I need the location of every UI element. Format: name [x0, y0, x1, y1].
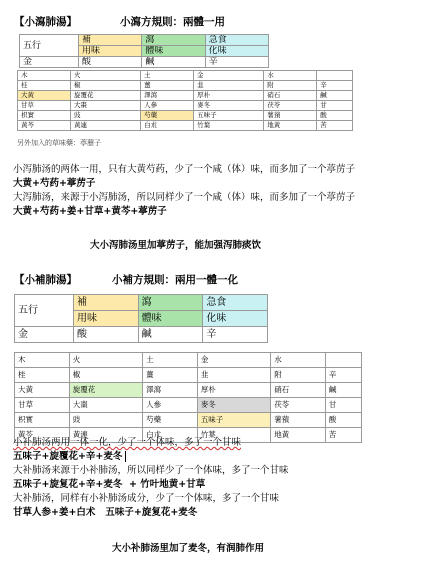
herb-cell: 旋覆花 [69, 383, 142, 398]
herb-cell: 土 [141, 71, 194, 81]
herb-cell: 竹葉 [197, 428, 270, 443]
herb-cell: 薯蕷 [271, 413, 326, 428]
s2-formula-1: 五味子+旋覆花+辛+麦冬 [13, 451, 123, 462]
s1-summary: 大小泻肺汤里加葶苈子，能加强泻肺痰饮 [90, 240, 262, 251]
herb-cell: 麥冬 [197, 398, 270, 413]
herb-cell: 厚朴 [197, 383, 270, 398]
herb-cell: 甘 [325, 398, 361, 413]
wx-cell: 酸 [74, 327, 139, 343]
herb-cell: 澤瀉 [141, 91, 194, 101]
section1-rule: 小瀉方規則：兩體一用 [120, 16, 225, 28]
herb-cell: 薯蕷 [264, 111, 317, 121]
s2-formula-3a: 甘草人参+姜+白术 [13, 507, 96, 518]
herb-cell: 甘草 [15, 398, 70, 413]
s2-summary: 大小补肺汤里加了麦冬，有润肺作用 [112, 543, 265, 554]
wx-cell: 五行 [20, 35, 79, 57]
s2-formula-3 [13, 507, 197, 519]
herb-cell: 枳實 [18, 111, 71, 121]
herb-cell: 附 [271, 368, 326, 383]
section2-title: 【小補肺湯】 [14, 274, 77, 286]
herb-cell: 大棗 [69, 398, 142, 413]
herb-cell: 茯苓 [264, 101, 317, 111]
herb-cell: 黃芩 [18, 121, 71, 131]
herb-cell: 澤瀉 [143, 383, 198, 398]
s2-para-3: 大补肺汤，同样有小补肺汤成分，少了一个体味，多了一个甘味 [13, 493, 280, 504]
herb-cell: 火 [70, 71, 140, 81]
wuxing-table-2 [14, 294, 268, 343]
herb-cell: 桂 [18, 81, 71, 91]
herb-cell [325, 353, 361, 368]
herb-cell: 薑 [141, 81, 194, 91]
herb-cell: 苦 [325, 428, 361, 443]
herb-cell: 黃芩 [15, 428, 70, 443]
s2-formula-2b: + 竹叶地黄+甘草 [129, 479, 206, 490]
wx-cell: 金 [20, 57, 79, 68]
herb-cell: 苦 [317, 121, 353, 131]
herb-table-2 [14, 352, 362, 443]
herb-cell: 辛 [317, 81, 353, 91]
s2-formula-3b: 五味子+旋复花+麦冬 [105, 507, 198, 518]
herb-cell: 辛 [325, 368, 361, 383]
s1-formula-2: 大黄+芍药+姜+甘草+黄芩+葶苈子 [13, 206, 167, 217]
wx-cell: 瀉 [138, 295, 203, 311]
herb-cell: 火 [69, 353, 142, 368]
s2-formula-1-line [13, 451, 126, 463]
herb-cell: 大黃 [15, 383, 70, 398]
s2-para-1: 小补肺汤两用一体一化，少了一个体味，多了一个甘味 [13, 437, 242, 448]
wx-cell: 鹹 [138, 327, 203, 343]
herb-cell: 白朮 [143, 428, 198, 443]
herb-cell: 椒 [69, 368, 142, 383]
herb-cell: 黃連 [70, 121, 140, 131]
herb-cell: 甘 [317, 101, 353, 111]
herb-cell: 五味子 [197, 413, 270, 428]
wx-cell: 酸 [79, 57, 142, 68]
wx-cell: 化味 [205, 46, 268, 57]
section1-title: 【小瀉肺湯】 [14, 16, 77, 28]
herb-cell: 木 [15, 353, 70, 368]
herb-cell: 人參 [141, 101, 194, 111]
herb-cell: 五味子 [194, 111, 264, 121]
section2-rule: 小補方規則：兩用一體一化 [112, 274, 238, 286]
wx-cell: 用味 [74, 311, 139, 327]
wx-cell: 補 [79, 35, 142, 46]
herb-cell: 甘草 [18, 101, 71, 111]
wx-cell: 化味 [203, 311, 268, 327]
herb-cell: 韭 [197, 368, 270, 383]
wx-cell: 用味 [79, 46, 142, 57]
herb-cell: 水 [264, 71, 317, 81]
extra-herb-note: 另外加入的草味藥：葶藶子 [17, 139, 101, 147]
herb-cell: 酸 [317, 111, 353, 121]
herb-cell: 木 [18, 71, 71, 81]
herb-table-1 [17, 70, 353, 131]
herb-cell: 豉 [69, 413, 142, 428]
wuxing-table-1 [19, 34, 269, 68]
herb-cell: 酸 [325, 413, 361, 428]
herb-cell: 金 [194, 71, 264, 81]
herb-cell: 水 [271, 353, 326, 368]
herb-cell: 韭 [194, 81, 264, 91]
herb-cell: 厚朴 [194, 91, 264, 101]
herb-cell: 大黃 [18, 91, 71, 101]
herb-cell: 竹葉 [194, 121, 264, 131]
herb-cell: 枳實 [15, 413, 70, 428]
herb-cell: 白朮 [141, 121, 194, 131]
wx-cell: 急食 [205, 35, 268, 46]
herb-cell: 豉 [70, 111, 140, 121]
wx-cell: 辛 [203, 327, 268, 343]
s1-formula-1: 大黄+芍药+葶苈子 [13, 178, 96, 189]
herb-cell: 椒 [70, 81, 140, 91]
herb-cell: 硝石 [271, 383, 326, 398]
herb-cell: 硝石 [264, 91, 317, 101]
s2-para-2: 大补肺汤来源于小补肺汤，所以同样少了一个体味，多了一个甘味 [13, 465, 289, 476]
herb-cell: 旋覆花 [70, 91, 140, 101]
herb-cell: 茯苓 [271, 398, 326, 413]
wx-cell: 金 [15, 327, 74, 343]
herb-cell [317, 71, 353, 81]
herb-cell: 芍藥 [143, 413, 198, 428]
wx-cell: 五行 [15, 295, 74, 327]
text-cursor [125, 451, 126, 462]
herb-cell: 芍藥 [141, 111, 194, 121]
wx-cell: 補 [74, 295, 139, 311]
herb-cell: 土 [143, 353, 198, 368]
herb-cell: 麥冬 [194, 101, 264, 111]
s2-formula-2 [13, 479, 205, 491]
wx-cell: 體味 [138, 311, 203, 327]
s2-formula-2a: 五味子+旋复花+辛+麦冬 [13, 479, 123, 490]
herb-cell: 金 [197, 353, 270, 368]
wx-cell: 急食 [203, 295, 268, 311]
wx-cell: 鹹 [142, 57, 205, 68]
s1-para-1: 小泻肺汤的两体一用，只有大黄芍药，少了一个咸（体）味，而多加了一个葶苈子 [13, 164, 356, 175]
wx-cell: 體味 [142, 46, 205, 57]
herb-cell: 地黃 [271, 428, 326, 443]
herb-cell: 鹹 [325, 383, 361, 398]
herb-cell: 人參 [143, 398, 198, 413]
wx-cell: 瀉 [142, 35, 205, 46]
s1-para-2: 大泻肺汤，来源于小泻肺汤，所以同样少了一个咸（体）味，而多加了一个葶苈子 [13, 192, 356, 203]
herb-cell: 桂 [15, 368, 70, 383]
herb-cell: 附 [264, 81, 317, 91]
herb-cell: 地黃 [264, 121, 317, 131]
herb-cell: 黃連 [69, 428, 142, 443]
wx-cell: 辛 [205, 57, 268, 68]
herb-cell: 鹹 [317, 91, 353, 101]
herb-cell: 薑 [143, 368, 198, 383]
herb-cell: 大棗 [70, 101, 140, 111]
